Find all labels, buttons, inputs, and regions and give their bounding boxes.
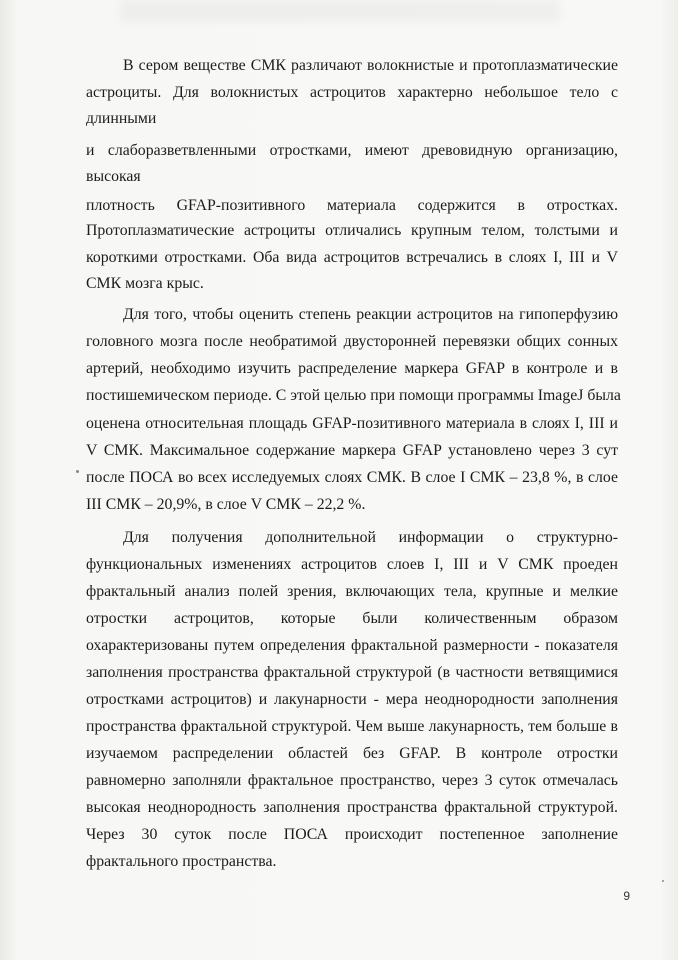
page-number: 9 [623,889,630,903]
text-line: артерий, необходимо изучить распределение маркера GFAP в контроле и в [86,360,618,377]
text-line: оценена относительная площадь GFAP-позитивного материала в слоях I, III и [86,415,618,432]
text-line: изучаемом распределении областей без GFAP. В контроле отростки [86,745,618,762]
text-line: охарактеризованы путем определения фрактальной размерности - показателя [86,637,618,654]
text-line: отростками астроцитов) и лакунарности - мера неоднородности заполнения [86,691,618,708]
text-line: фрактальный анализ полей зрения, включающих тела, крупные и мелкие [86,583,618,600]
text-line: Протоплазматические астроциты отличались крупным телом, толстыми и [86,222,618,239]
text-line: III СМК – 20,9%, в слое V СМК – 22,2 %. [86,496,366,513]
text-line: заполнения пространства фрактальной структурой (в частности ветвящимися [86,664,618,681]
text-line: Через 30 суток после ПОСА происходит постепенное заполнение [86,826,618,843]
text-line: СМК мозга крыс. [86,275,204,292]
text-line: Для того, чтобы оценить степень реакции астроцитов на гипоперфузию [123,306,618,323]
text-line: отростки астроцитов, которые были количественным образом [86,610,618,627]
text-line: Для получения дополнительной информации о структурно- [123,529,618,546]
text-line: равномерно заполняли фрактальное пространство, через 3 суток отмечалась [86,772,618,789]
text-line: высокая [86,168,141,185]
text-line: и слаборазветвленными отростками, имеют древовидную организацию, [86,142,618,159]
scan-speck [76,470,79,473]
text-line: высокая неоднородность заполнения пространства фрактальной структурой. [86,799,618,816]
text-line: головного мозга после необратимой двусторонней перевязки общих сонных [86,333,618,350]
scan-speck [662,880,664,882]
text-line: V СМК. Максимальное содержание маркера GFAP установлено через 3 сут [86,442,618,459]
text-line: В сером веществе СМК различают волокнистые и протоплазматические [123,57,618,74]
text-line: после ПОСА во всех исследуемых слоях СМК. В слое I СМК – 23,8 %, в слое [86,469,618,486]
text-line: фрактального пространства. [86,853,277,870]
text-line: короткими отростками. Оба вида астроцитов встречались в слоях I, III и V [86,249,618,266]
text-line: пространства фрактальной структурой. Чем выше лакунарность, тем больше в [86,718,618,735]
text-line: длинными [86,110,157,127]
text-line: функциональных изменениях астроцитов слоев I, III и V СМК проеден [86,556,618,573]
text-line: постишемическом периоде. С этой целью при помощи программы ImageJ была [86,387,621,404]
scan-artifact [120,0,560,22]
text-line: плотность GFAP-позитивного материала содержится в отростках. [86,197,618,214]
text-line: астроциты. Для волокнистых астроцитов характерно небольшое тело с [86,84,618,101]
